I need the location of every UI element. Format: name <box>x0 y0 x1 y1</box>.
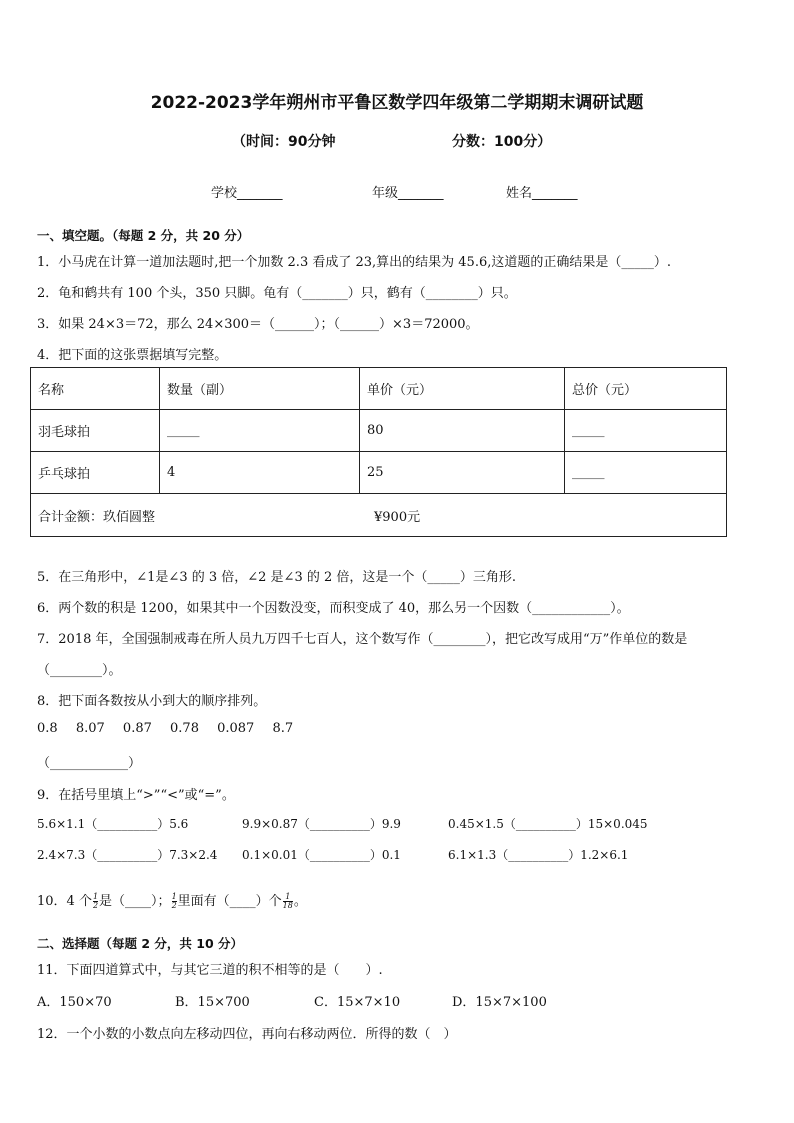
q10-part: 里面有（____）个 <box>177 894 282 909</box>
table-cell: 4 <box>160 452 360 494</box>
question-10 <box>37 890 307 910</box>
question-7: 7．2018 年，全国强制戒毒在所人员九万四千七百人，这个数写作（________），把它改写成用“万”作单位的数是 <box>37 632 688 647</box>
total-label: 合计金额：玖佰圆整 <box>38 509 156 525</box>
table-row <box>31 452 727 494</box>
fraction-one-half <box>172 893 177 910</box>
question-9: 9．在括号里填上“>”“<”或“=”。 <box>37 788 235 803</box>
table-cell: _____ <box>160 410 360 452</box>
section-heading-choice: 二、选择题（每题 2 分，共 10 分） <box>37 936 244 951</box>
compare-item: 0.45×1.5（__________）15×0.045 <box>448 817 648 831</box>
number-item: 0.78 <box>170 721 199 736</box>
option-b: B．15×700 <box>175 995 250 1010</box>
table-cell: 乒乓球拍 <box>31 452 160 494</box>
fraction-denominator: 2 <box>92 901 99 910</box>
table-total-cell <box>31 494 727 537</box>
table-cell: 羽毛球拍 <box>31 410 160 452</box>
question-2: 2．龟和鹤共有 100 个头，350 只脚。龟有（_______）只，鹤有（________）只。 <box>37 286 517 301</box>
fraction-denominator: 2 <box>171 901 177 910</box>
table-cell: _____ <box>565 452 727 494</box>
fraction-numerator: 1 <box>283 893 293 902</box>
option-d: D．15×7×100 <box>452 995 547 1010</box>
table-header-cell: 名称 <box>31 368 160 410</box>
table-cell: _____ <box>565 410 727 452</box>
question-12: 12．一个小数的小数点向左移动四位，再向右移动两位．所得的数（ ） <box>37 1027 457 1042</box>
grade-field: 年级_______ <box>372 186 444 201</box>
number-item: 8.07 <box>75 721 105 736</box>
q10-part: 。 <box>293 894 307 909</box>
number-item: 0.8 <box>37 721 58 736</box>
fraction-numerator: 1 <box>92 892 99 901</box>
school-field: 学校_______ <box>211 186 283 201</box>
table-header-cell: 单价（元） <box>360 368 565 410</box>
exam-time: （时间：90分钟 <box>232 134 336 150</box>
table-total-row <box>31 494 727 537</box>
table-cell: 25 <box>360 452 565 494</box>
compare-item: 5.6×1.1（__________）5.6 <box>37 817 189 831</box>
question-11: 11．下面四道算式中，与其它三道的积不相等的是（ ）. <box>37 963 383 978</box>
number-item: 0.87 <box>122 721 152 736</box>
fraction-denominator: 18 <box>282 901 293 910</box>
option-c: C．15×7×10 <box>314 995 401 1010</box>
q10-part: 是（____）； <box>99 894 171 909</box>
option-a: A．150×70 <box>37 995 112 1010</box>
compare-item: 9.9×0.87（__________）9.9 <box>242 817 401 831</box>
table-header-row <box>31 368 727 410</box>
question-8-blank: （____________） <box>37 756 142 771</box>
exam-score: 分数：100分） <box>452 134 552 150</box>
table-cell: 80 <box>360 410 565 452</box>
name-field: 姓名_______ <box>506 186 578 201</box>
table-header-cell: 数量（副） <box>160 368 360 410</box>
compare-item: 0.1×0.01（__________）0.1 <box>242 848 401 862</box>
table-header-cell: 总价（元） <box>565 368 727 410</box>
question-3: 3．如果 24×3＝72，那么 24×300＝（______）；（______）×3＝72000。 <box>37 317 479 332</box>
receipt-table <box>30 367 727 537</box>
fraction-one-eighteenth <box>283 893 293 910</box>
question-6: 6．两个数的积是 1200，如果其中一个因数没变，而积变成了 40，那么另一个因数（____________）。 <box>37 601 630 616</box>
total-value: ¥900元 <box>374 509 421 525</box>
question-7-blank: （________）。 <box>37 663 122 678</box>
q10-part: 10．4 个 <box>37 894 92 909</box>
question-5: 5．在三角形中，∠1是∠3 的 3 倍，∠2 是∠3 的 2 倍，这是一个（_____）三角形. <box>37 570 517 585</box>
question-1: 1．小马虎在计算一道加法题时,把一个加数 2.3 看成了 23,算出的结果为 45.6,这道题的正确结果是（_____）. <box>37 255 671 270</box>
number-item: 8.7 <box>272 721 294 736</box>
question-8: 8．把下面各数按从小到大的顺序排列。 <box>37 694 267 709</box>
compare-item: 6.1×1.3（__________）1.2×6.1 <box>448 848 629 862</box>
fraction-one-half <box>93 893 98 910</box>
compare-item: 2.4×7.3（__________）7.3×2.4 <box>37 848 218 862</box>
fraction-numerator: 1 <box>171 892 177 901</box>
section-heading-fill: 一、填空题。（每题 2 分，共 20 分） <box>37 228 250 243</box>
page-title: 2022-2023学年朔州市平鲁区数学四年级第二学期期末调研试题 <box>150 93 644 113</box>
table-row <box>31 410 727 452</box>
number-item: 0.087 <box>217 721 255 736</box>
number-list <box>37 721 293 736</box>
question-4: 4．把下面的这张票据填写完整。 <box>37 348 228 363</box>
